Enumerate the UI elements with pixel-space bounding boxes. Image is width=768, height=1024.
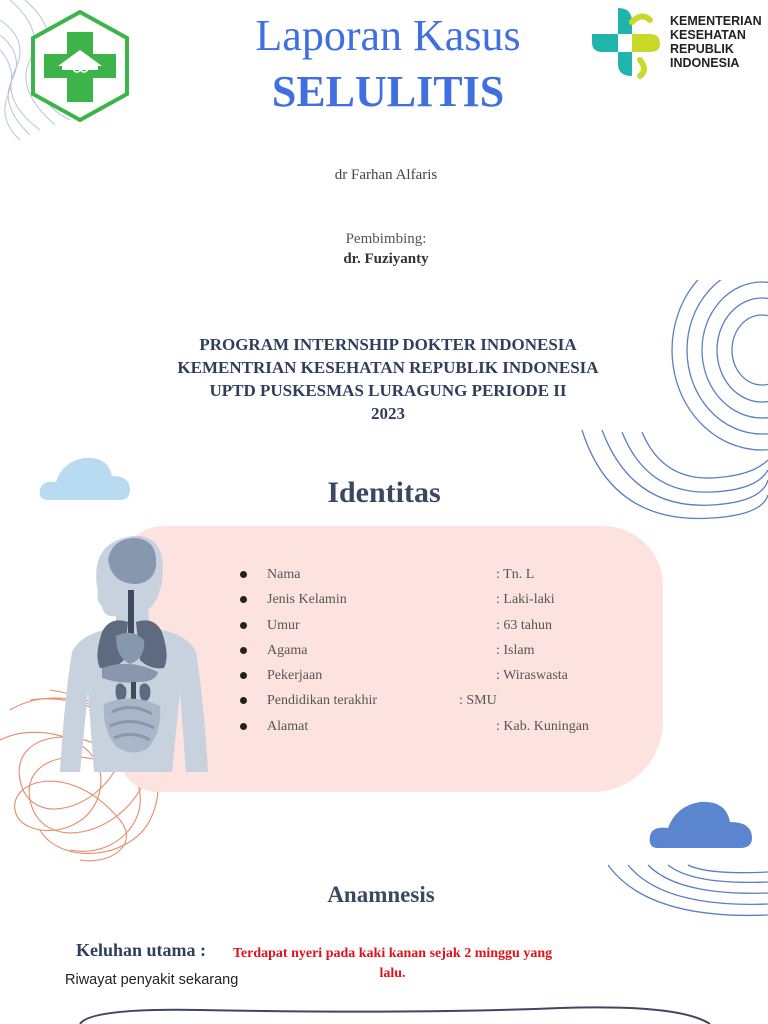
identity-label: Umur: [267, 617, 300, 633]
identity-value: : Kab. Kuningan: [496, 718, 589, 734]
identity-label: Alamat: [267, 718, 309, 734]
list-item: [240, 567, 660, 592]
kemenkes-logo-text-line1: KEMENTERIAN: [670, 14, 762, 28]
chief-complaint-text: Terdapat nyeri pada kaki kanan sejak 2 minggu yang lalu.: [232, 946, 553, 981]
bullet-icon: [240, 723, 247, 730]
identity-label: Jenis Kelamin: [267, 592, 347, 608]
anamnesis-heading: Anamnesis: [327, 882, 435, 907]
identity-value: : Islam: [496, 642, 535, 658]
program-line-2: KEMENTRIAN KESEHATAN REPUBLIK INDONESIA: [177, 358, 599, 377]
identitas-heading: Identitas: [327, 476, 441, 509]
identity-value: : 63 tahun: [496, 617, 552, 633]
identity-label: Pekerjaan: [267, 668, 323, 684]
list-item: [240, 618, 660, 643]
bullet-icon: [240, 596, 247, 603]
list-item: [240, 592, 660, 617]
author-name: dr Farhan Alfaris: [334, 167, 438, 183]
program-line-1: PROGRAM INTERNSHIP DOKTER INDONESIA: [199, 335, 577, 354]
kemenkes-logo-text-line2: KESEHATAN: [670, 28, 746, 42]
list-item: [240, 643, 660, 668]
identity-value: : Tn. L: [496, 567, 535, 582]
supervisor-name: dr. Fuziyanty: [343, 251, 429, 267]
program-block: [0, 333, 768, 425]
list-item: [240, 668, 660, 693]
chief-complaint-label: Keluhan utama :: [76, 940, 207, 960]
present-illness-label: Riwayat penyakit sekarang: [65, 972, 239, 988]
bullet-icon: [240, 672, 247, 679]
disease-title: SELULITIS: [271, 67, 505, 116]
kemenkes-logo-text-line3: REPUBLIK: [670, 42, 734, 56]
bullet-icon: [240, 697, 247, 704]
bottom-wave-decoration: [0, 1000, 768, 1024]
list-item: [240, 719, 660, 744]
supervisor-label: Pembimbing:: [345, 231, 427, 247]
bullet-icon: [240, 571, 247, 578]
identity-label: Nama: [267, 567, 301, 582]
bullet-icon: [240, 622, 247, 629]
kemenkes-logo-text-line4: INDONESIA: [670, 56, 740, 70]
list-item: [240, 693, 660, 718]
identity-value: : SMU: [459, 693, 497, 709]
human-anatomy-illustration: [58, 532, 210, 774]
identity-list: [240, 567, 660, 744]
bullet-icon: [240, 647, 247, 654]
identity-label: Pendidikan terakhir: [267, 693, 378, 709]
program-line-3: UPTD PUSKESMAS LURAGUNG PERIODE II: [209, 381, 567, 400]
program-year: 2023: [371, 404, 405, 423]
identity-label: Agama: [267, 642, 308, 658]
report-title: Laporan Kasus: [255, 11, 521, 60]
identity-value: : Wiraswasta: [496, 668, 568, 684]
identity-value: : Laki-laki: [496, 592, 555, 608]
cloud-dark-blue: [648, 798, 754, 850]
